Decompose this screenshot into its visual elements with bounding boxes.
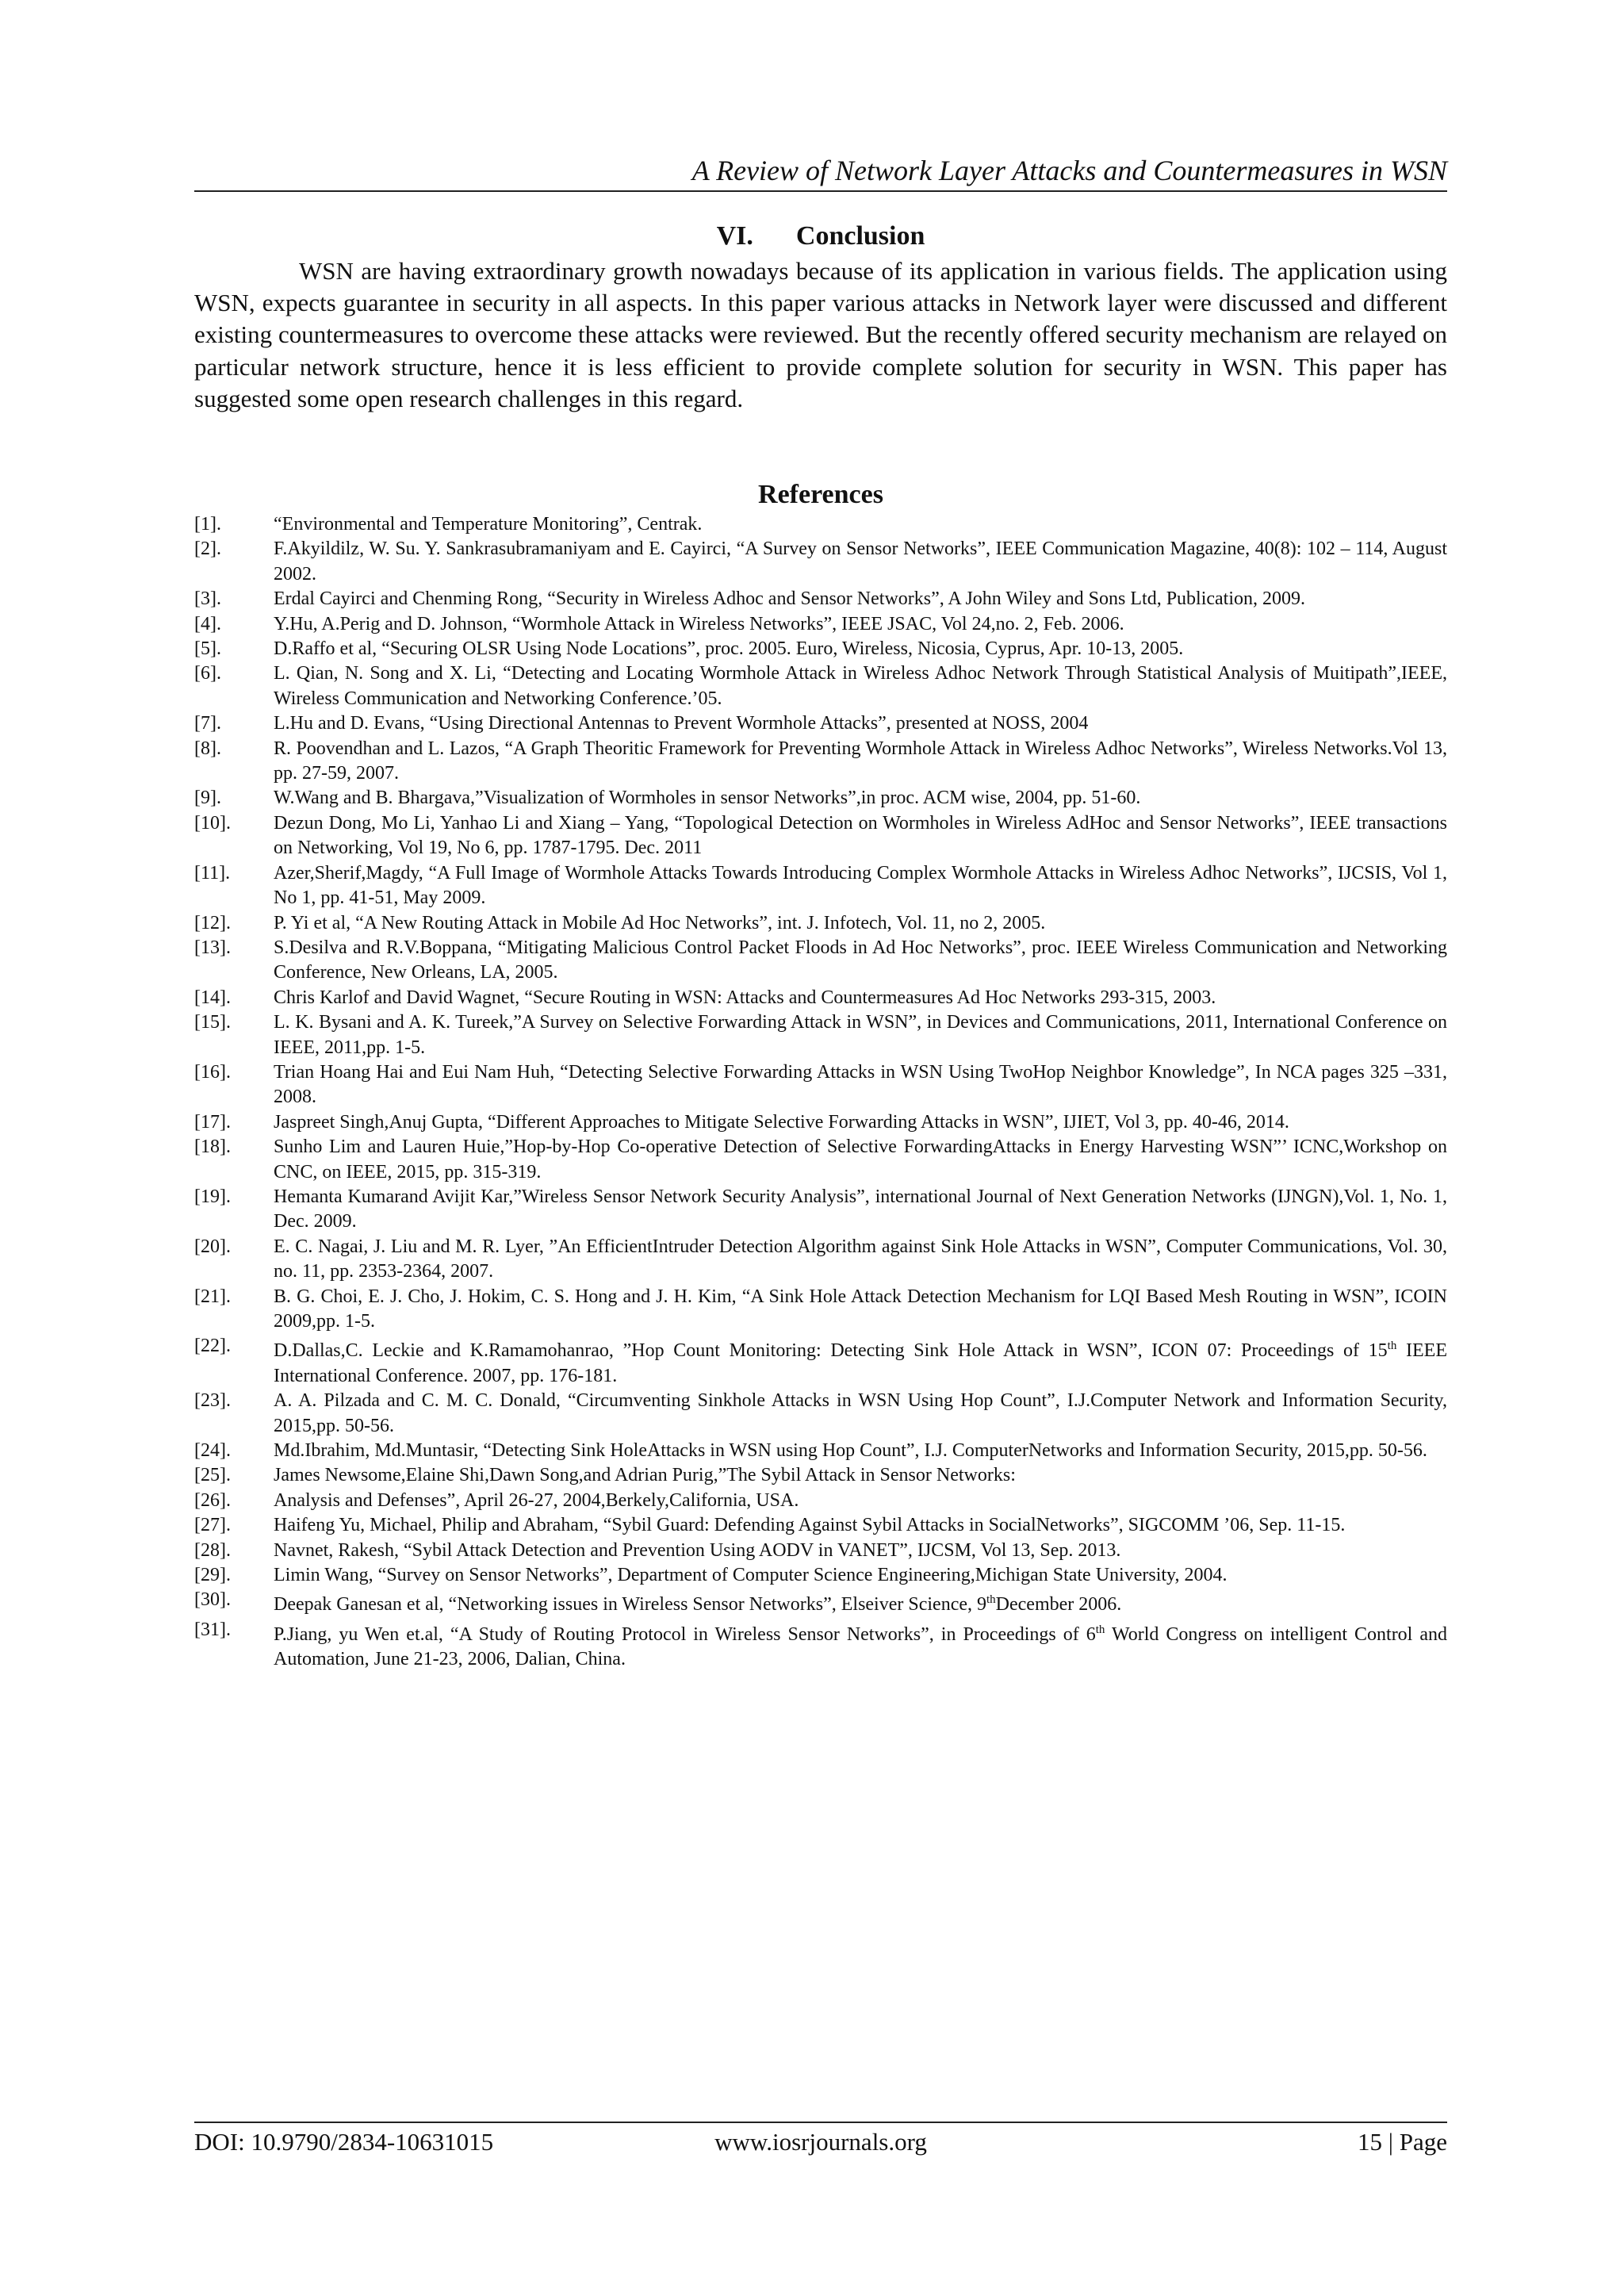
reference-text-part: IEEE International Conference. 2007, pp. 176-181. [274,1340,1447,1386]
reference-item [194,1110,1447,1135]
reference-text: W.Wang and B. Bhargava,”Visualization of Wormholes in sensor Networks”,in proc. ACM wise, 2004, pp. 51-60. [274,788,1141,809]
reference-item [194,711,1447,736]
reference-text: R. Poovendhan and L. Lazos, “A Graph Theoritic Framework for Preventing Wormhole Attack in Wireless Adhoc Networks”, Wireless Networks.Vol 13, pp. 27-59, 2007. [274,738,1447,784]
reference-text: Analysis and Defenses”, April 26-27, 2004,Berkely,California, USA. [274,1489,799,1511]
ordinal-superscript: th [1095,1623,1105,1636]
reference-text: Navnet, Rakesh, “Sybil Attack Detection and Prevention Using AODV in VANET”, IJCSM, Vol 13, Sep. 2013. [274,1539,1121,1561]
reference-item [194,737,1447,787]
ordinal-superscript: th [986,1593,996,1607]
reference-item [194,512,1447,537]
reference-item [194,1618,1447,1673]
reference-text: Dezun Dong, Mo Li, Yanhao Li and Xiang – Yang, “Topological Detection on Wormholes in Wireless AdHoc and Sensor Networks”, IEEE transactions on Networking, Vol 19, No 6, pp. 1787-1795. Dec. 2011 [274,812,1447,859]
reference-item [194,1539,1447,1563]
reference-number: [15]. [194,1012,231,1033]
reference-text: A. A. Pilzada and C. M. C. Donald, “Circumventing Sinkhole Attacks in WSN Using Hop Count”, I.J.Computer Network and Information Security, 2015,pp. 50-56. [274,1390,1447,1436]
reference-item [194,1439,1447,1463]
reference-text [274,1624,1447,1669]
reference-number: [31]. [194,1619,231,1640]
reference-number: [6]. [194,663,221,684]
reference-number: [5]. [194,638,221,660]
references-heading: References [758,480,883,509]
reference-number: [1]. [194,514,221,535]
reference-item [194,911,1447,936]
reference-number: [22]. [194,1336,231,1357]
reference-item [194,1389,1447,1439]
reference-number: [11]. [194,862,231,884]
reference-number: [7]. [194,713,221,734]
reference-item [194,1185,1447,1235]
reference-number: [3]. [194,588,221,610]
reference-number: [24]. [194,1440,231,1462]
header-divider [194,190,1447,192]
reference-text: E. C. Nagai, J. Liu and M. R. Lyer, ”An EfficientIntruder Detection Algorithm against Sink Hole Attacks in WSN”, Computer Communications, Vol. 30, no. 11, pp. 2353-2364, 2007. [274,1236,1447,1282]
reference-text: B. G. Choi, E. J. Cho, J. Hokim, C. S. Hong and J. H. Kim, “A Sink Hole Attack Detection Mechanism for LQI Based Mesh Routing in WSN”, ICOIN 2009,pp. 1-5. [274,1286,1447,1332]
page-number: 15 | Page [1358,2128,1447,2156]
reference-item [194,1235,1447,1285]
reference-text: James Newsome,Elaine Shi,Dawn Song,and Adrian Purig,”The Sybil Attack in Sensor Networks: [274,1465,1016,1486]
reference-item [194,637,1447,661]
ordinal-superscript: th [1387,1340,1397,1353]
reference-item [194,1060,1447,1110]
reference-item [194,1135,1447,1185]
reference-text-part: Deepak Ganesan et al, “Networking issues in Wireless Sensor Networks”, Elseiver Science, 9 [274,1594,986,1616]
reference-number: [17]. [194,1111,231,1133]
reference-text: Limin Wang, “Survey on Sensor Networks”, Department of Computer Science Engineering,Michigan State University, 2004. [274,1565,1228,1586]
reference-text: L.Hu and D. Evans, “Using Directional Antennas to Prevent Wormhole Attacks”, presented at NOSS, 2004 [274,713,1089,734]
reference-number: [28]. [194,1539,231,1561]
reference-text: S.Desilva and R.V.Boppana, “Mitigating Malicious Control Packet Floods in Ad Hoc Networks”, proc. IEEE Wireless Communication and Networking Conference, New Orleans, LA, 2005. [274,937,1447,983]
reference-number: [19]. [194,1186,231,1207]
reference-number: [27]. [194,1515,231,1536]
reference-text: Azer,Sherif,Magdy, “A Full Image of Wormhole Attacks Towards Introducing Complex Wormhole Attacks in Wireless Adhoc Networks”, IJCSIS, Vol 1, No 1, pp. 41-51, May 2009. [274,862,1447,909]
reference-number: [10]. [194,812,231,834]
reference-item [194,811,1447,861]
reference-text-part: December 2006. [995,1594,1122,1616]
reference-number: [9]. [194,788,221,809]
reference-number: [21]. [194,1286,231,1307]
reference-text: Erdal Cayirci and Chenming Rong, “Security in Wireless Adhoc and Sensor Networks”, A John Wiley and Sons Ltd, Publication, 2009. [274,588,1306,610]
reference-number: [23]. [194,1390,231,1412]
conclusion-paragraph: WSN are having extraordinary growth nowadays because of its application in various fields. The application using WSN, expects guarantee in security in all aspects. In this paper various attacks in Network layer were discussed and different existing countermeasures to overcome these attacks were reviewed. But the recently offered security mechanism are relayed on particular network structure, hence it is less efficient to provide complete solution for security in WSN. This paper has suggested some open research challenges in this regard. [194,257,1447,412]
reference-text: L. Qian, N. Song and X. Li, “Detecting and Locating Wormhole Attack in Wireless Adhoc Network Through Statistical Analysis of Muitipath”,IEEE, Wireless Communication and Networking Conference.’05. [274,663,1447,709]
conclusion-heading [194,219,1447,254]
reference-number: [18]. [194,1137,231,1158]
footer-divider [194,2122,1447,2123]
reference-text-part: D.Dallas,C. Leckie and K.Ramamohanrao, ”Hop Count Monitoring: Detecting Sink Hole Attack in WSN”, ICON 07: Proceedings of 15 [274,1340,1388,1362]
reference-text: Trian Hoang Hai and Eui Nam Huh, “Detecting Selective Forwarding Attacks in WSN Using TwoHop Neighbor Knowledge”, In NCA pages 325 –331, 2008. [274,1061,1447,1108]
reference-number: [13]. [194,937,231,958]
page-footer [194,2126,1447,2158]
reference-number: [16]. [194,1061,231,1083]
journal-website: www.iosrjournals.org [714,2128,927,2156]
reference-text-part: World Congress on intelligent Control and Automation, June 21-23, 2006, Dalian, China. [274,1623,1447,1670]
reference-number: [14]. [194,987,231,1008]
reference-item [194,587,1447,611]
section-number: VI. [716,221,753,251]
reference-text: Y.Hu, A.Perig and D. Johnson, “Wormhole Attack in Wireless Networks”, IEEE JSAC, Vol 24,no. 2, Feb. 2006. [274,613,1124,634]
reference-text: Jaspreet Singh,Anuj Gupta, “Different Approaches to Mitigate Selective Forwarding Attacks in WSN”, IJIET, Vol 3, pp. 40-46, 2014. [274,1111,1289,1133]
reference-list [194,512,1447,1673]
reference-item [194,1513,1447,1538]
reference-number: [12]. [194,912,231,933]
reference-number: [30]. [194,1589,231,1611]
reference-text [274,1340,1447,1386]
reference-text: Haifeng Yu, Michael, Philip and Abraham, “Sybil Guard: Defending Against Sybil Attacks in SocialNetworks”, SIGCOMM ’06, Sep. 11-15. [274,1515,1346,1536]
reference-item [194,1489,1447,1513]
reference-item [194,786,1447,811]
reference-item [194,661,1447,711]
reference-number: [2]. [194,539,221,560]
reference-item [194,1010,1447,1060]
section-title: Conclusion [795,221,925,251]
reference-item [194,1334,1447,1389]
reference-text: Hemanta Kumarand Avijit Kar,”Wireless Sensor Network Security Analysis”, international Journal of Next Generation Networks (IJNGN),Vol. 1, No. 1, Dec. 2009. [274,1186,1447,1232]
reference-text: L. K. Bysani and A. K. Tureek,”A Survey on Selective Forwarding Attack in WSN”, in Devices and Communications, 2011, International Conference on IEEE, 2011,pp. 1-5. [274,1012,1447,1058]
reference-item [194,936,1447,986]
reference-text: D.Raffo et al, “Securing OLSR Using Node Locations”, proc. 2005. Euro, Wireless, Nicosia, Cyprus, Apr. 10-13, 2005. [274,638,1184,660]
reference-number: [8]. [194,738,221,759]
reference-text [274,1594,1121,1615]
reference-item [194,612,1447,637]
reference-number: [25]. [194,1465,231,1486]
reference-item [194,861,1447,911]
reference-number: [29]. [194,1565,231,1586]
reference-text: F.Akyildilz, W. Su. Y. Sankrasubramaniyam and E. Cayirci, “A Survey on Sensor Networks”, IEEE Communication Magazine, 40(8): 102 – 114, August 2002. [274,539,1447,585]
reference-text-part: P.Jiang, yu Wen et.al, “A Study of Routing Protocol in Wireless Sensor Networks”, in Proceedings of 6 [274,1623,1096,1645]
reference-text: P. Yi et al, “A New Routing Attack in Mobile Ad Hoc Networks”, int. J. Infotech, Vol. 11, no 2, 2005. [274,912,1046,933]
reference-item [194,1285,1447,1335]
reference-text: “Environmental and Temperature Monitoring”, Centrak. [274,514,703,535]
reference-item [194,1563,1447,1588]
reference-text: Sunho Lim and Lauren Huie,”Hop-by-Hop Co-operative Detection of Selective ForwardingAttacks in Energy Harvesting WSN”’ ICNC,Workshop on CNC, on IEEE, 2015, pp. 315-319. [274,1137,1447,1182]
reference-number: [26]. [194,1489,231,1511]
reference-text: Chris Karlof and David Wagnet, “Secure Routing in WSN: Attacks and Countermeasures Ad Hoc Networks 293-315, 2003. [274,987,1216,1008]
reference-item [194,537,1447,587]
reference-text: Md.Ibrahim, Md.Muntasir, “Detecting Sink HoleAttacks in WSN using Hop Count”, I.J. ComputerNetworks and Information Security, 2015,pp. 50-56. [274,1440,1427,1462]
reference-item [194,1588,1447,1617]
reference-number: [4]. [194,613,221,634]
reference-number: [20]. [194,1236,231,1257]
reference-item [194,986,1447,1010]
reference-item [194,1463,1447,1488]
doi-text: DOI: 10.9790/2834-10631015 [194,2128,494,2156]
running-header: A Review of Network Layer Attacks and Countermeasures in WSN [691,155,1447,186]
